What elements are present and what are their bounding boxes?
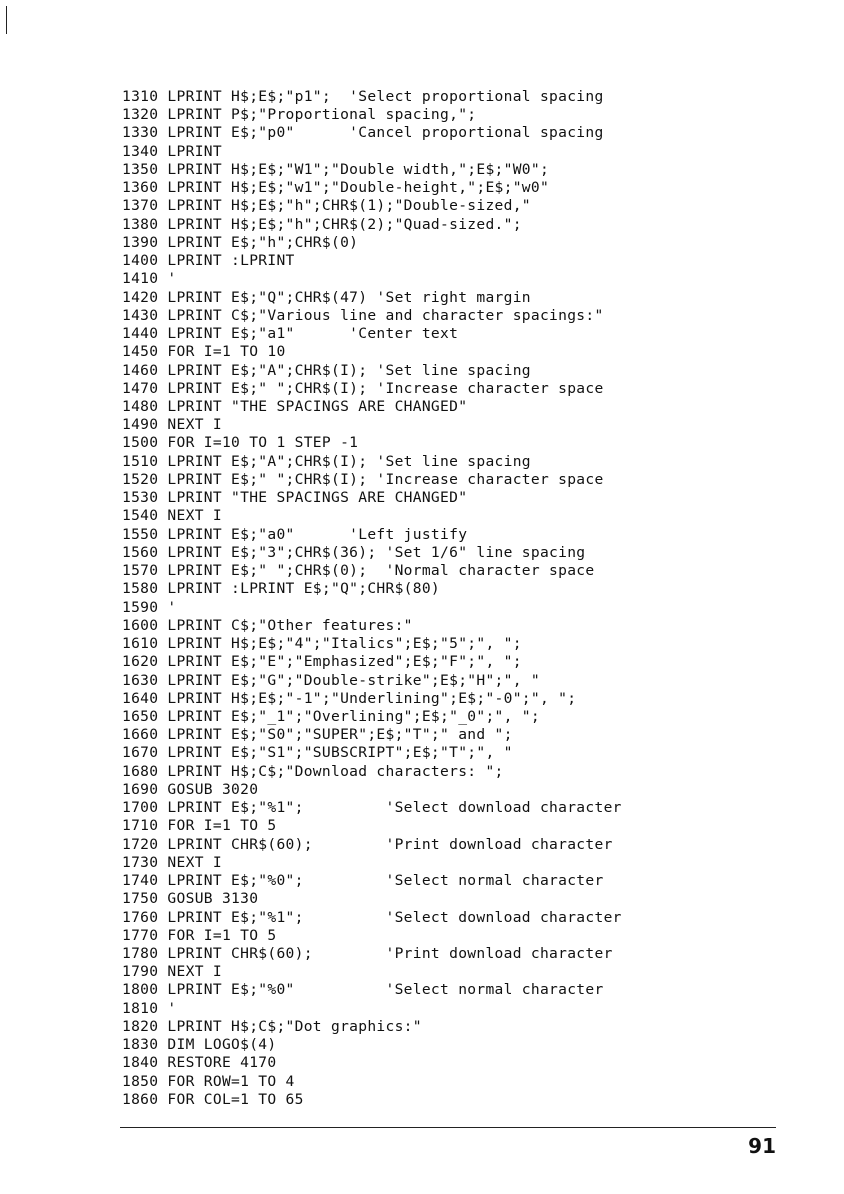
code-line: 1450 FOR I=1 TO 10 xyxy=(122,343,286,361)
code-line: 1850 FOR ROW=1 TO 4 xyxy=(122,1072,295,1090)
code-line: 1830 DIM LOGO$(4) xyxy=(122,1036,277,1054)
code-line: 1680 LPRINT H$;C$;"Download characters: "; xyxy=(122,762,504,780)
footer-rule xyxy=(120,1127,776,1128)
code-line: 1360 LPRINT H$;E$;"w1";"Double-height,";E$;"w0" xyxy=(122,179,550,197)
code-line: 1790 NEXT I xyxy=(122,963,222,981)
code-line: 1630 LPRINT E$;"G";"Double-strike";E$;"H";", " xyxy=(122,671,540,689)
code-line: 1640 LPRINT H$;E$;"-1";"Underlining";E$;"-0";", "; xyxy=(122,689,577,707)
code-line: 1840 RESTORE 4170 xyxy=(122,1054,277,1072)
code-line: 1740 LPRINT E$;"%0"; 'Select normal character xyxy=(122,872,604,890)
code-line: 1650 LPRINT E$;"_1";"Overlining";E$;"_0";", "; xyxy=(122,707,540,725)
code-line: 1610 LPRINT H$;E$;"4";"Italics";E$;"5";", "; xyxy=(122,635,522,653)
code-line: 1320 LPRINT P$;"Proportional spacing,"; xyxy=(122,106,477,124)
code-line: 1390 LPRINT E$;"h";CHR$(0) xyxy=(122,233,359,251)
code-line: 1860 FOR COL=1 TO 65 xyxy=(122,1090,304,1108)
code-line: 1400 LPRINT :LPRINT xyxy=(122,252,295,270)
code-line: 1340 LPRINT xyxy=(122,142,222,160)
code-line: 1720 LPRINT CHR$(60); 'Print download character xyxy=(122,835,613,853)
code-line: 1510 LPRINT E$;"A";CHR$(I); 'Set line spacing xyxy=(122,452,531,470)
code-line: 1460 LPRINT E$;"A";CHR$(I); 'Set line spacing xyxy=(122,361,531,379)
code-line: 1310 LPRINT H$;E$;"p1"; 'Select proportional spacing xyxy=(122,88,604,105)
code-line: 1700 LPRINT E$;"%1"; 'Select download character xyxy=(122,799,622,817)
code-line: 1730 NEXT I xyxy=(122,853,222,871)
code-line: 1480 LPRINT "THE SPACINGS ARE CHANGED" xyxy=(122,397,468,415)
code-line: 1710 FOR I=1 TO 5 xyxy=(122,817,277,835)
page-number: 91 xyxy=(748,1134,776,1158)
code-line: 1800 LPRINT E$;"%0" 'Select normal character xyxy=(122,981,604,999)
code-line: 1670 LPRINT E$;"S1";"SUBSCRIPT";E$;"T";", " xyxy=(122,744,513,762)
code-line: 1600 LPRINT C$;"Other features:" xyxy=(122,616,413,634)
code-line: 1750 GOSUB 3130 xyxy=(122,890,259,908)
code-line: 1760 LPRINT E$;"%1"; 'Select download character xyxy=(122,908,622,926)
code-line: 1520 LPRINT E$;" ";CHR$(I); 'Increase character space xyxy=(122,470,604,488)
code-line: 1660 LPRINT E$;"S0";"SUPER";E$;"T";" and "; xyxy=(122,726,513,744)
code-line: 1430 LPRINT C$;"Various line and character spacings:" xyxy=(122,306,604,324)
code-line: 1420 LPRINT E$;"Q";CHR$(47) 'Set right margin xyxy=(122,288,531,306)
code-line: 1550 LPRINT E$;"a0" 'Left justify xyxy=(122,525,468,543)
code-line: 1620 LPRINT E$;"E";"Emphasized";E$;"F";", "; xyxy=(122,653,522,671)
basic-program-listing xyxy=(122,88,722,1109)
code-line: 1490 NEXT I xyxy=(122,416,222,434)
code-line: 1470 LPRINT E$;" ";CHR$(I); 'Increase character space xyxy=(122,379,604,397)
code-line: 1380 LPRINT H$;E$;"h";CHR$(2);"Quad-sized."; xyxy=(122,215,522,233)
code-line: 1330 LPRINT E$;"p0" 'Cancel proportional spacing xyxy=(122,124,604,142)
code-line: 1580 LPRINT :LPRINT E$;"Q";CHR$(80) xyxy=(122,580,441,598)
code-line: 1820 LPRINT H$;C$;"Dot graphics:" xyxy=(122,1017,422,1035)
code-line: 1350 LPRINT H$;E$;"W1";"Double width,";E$;"W0"; xyxy=(122,160,550,178)
code-line: 1590 ' xyxy=(122,598,177,616)
code-line: 1570 LPRINT E$;" ";CHR$(0); 'Normal character space xyxy=(122,562,595,580)
code-line: 1690 GOSUB 3020 xyxy=(122,780,259,798)
code-line: 1530 LPRINT "THE SPACINGS ARE CHANGED" xyxy=(122,489,468,507)
code-line: 1560 LPRINT E$;"3";CHR$(36); 'Set 1/6" line spacing xyxy=(122,543,586,561)
code-line: 1440 LPRINT E$;"a1" 'Center text xyxy=(122,325,459,343)
code-line: 1810 ' xyxy=(122,999,177,1017)
code-line: 1770 FOR I=1 TO 5 xyxy=(122,926,277,944)
code-line: 1500 FOR I=10 TO 1 STEP -1 xyxy=(122,434,359,452)
code-line: 1540 NEXT I xyxy=(122,507,222,525)
code-line: 1780 LPRINT CHR$(60); 'Print download character xyxy=(122,945,613,963)
code-line: 1370 LPRINT H$;E$;"h";CHR$(1);"Double-sized," xyxy=(122,197,531,215)
page-edge-mark xyxy=(6,6,7,34)
code-line: 1410 ' xyxy=(122,270,177,288)
